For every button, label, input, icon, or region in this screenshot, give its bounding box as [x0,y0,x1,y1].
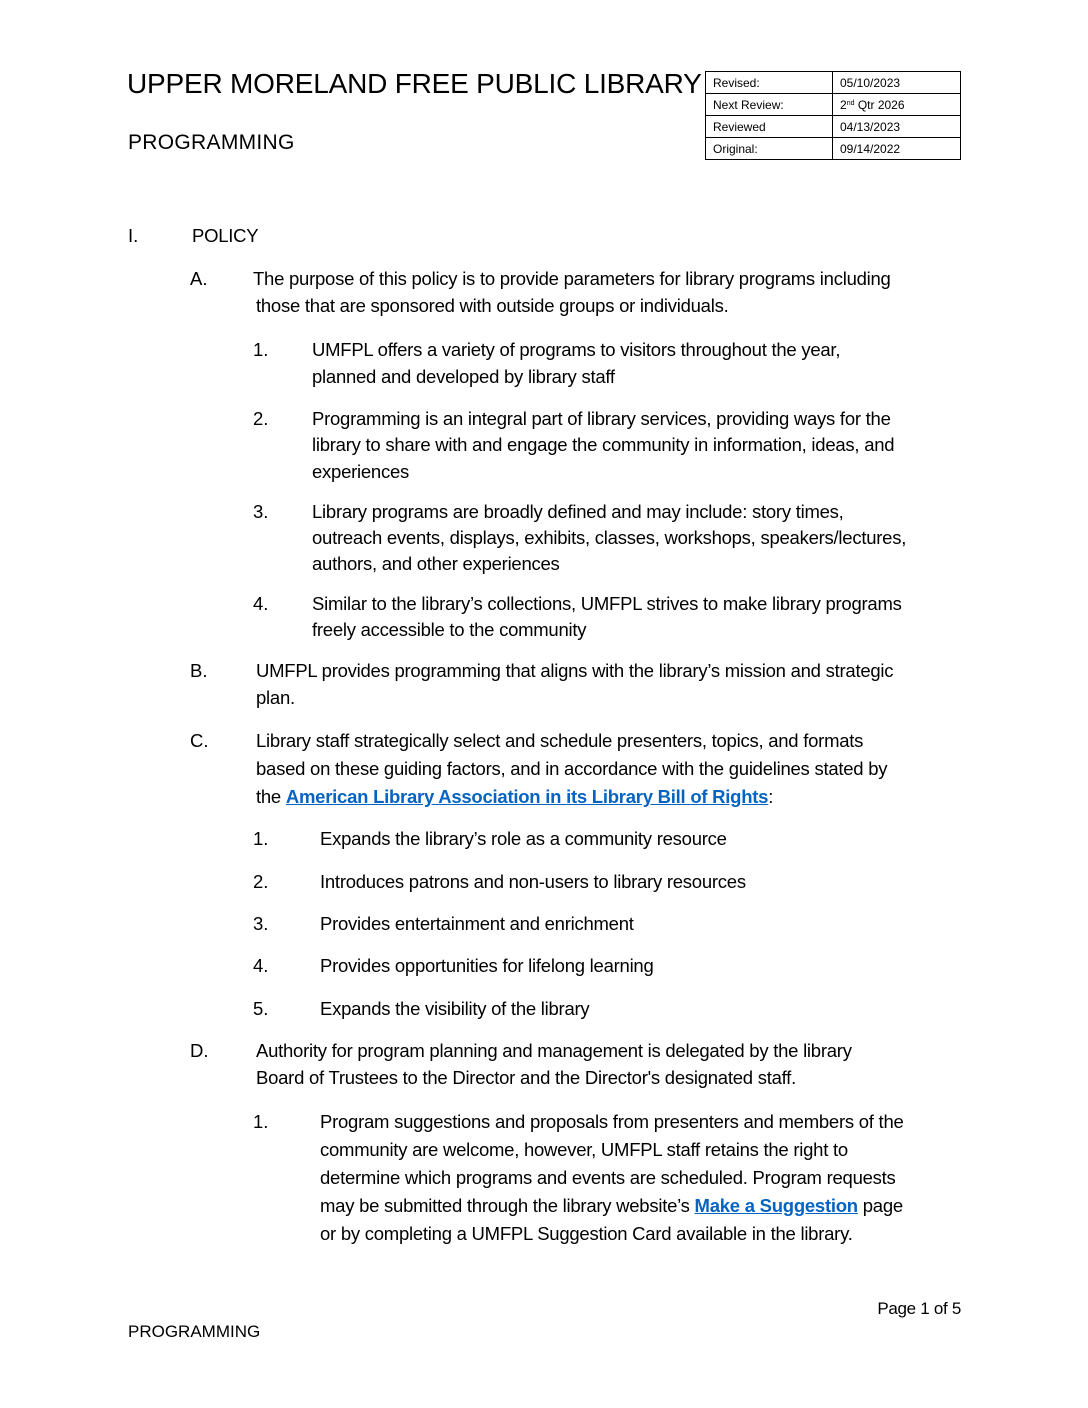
item-c-line3 [256,783,773,810]
list-number: 2. [253,408,269,429]
revision-label: Reviewed [706,116,833,138]
item-b-line2: plan. [256,687,295,708]
list-text: Provides opportunities for lifelong learning [320,955,654,976]
next-review-suffix: Qtr 2026 [854,97,905,112]
item-c-line3-suffix: : [768,786,774,807]
revision-row [706,94,961,116]
policy-title: PROGRAMMING [128,131,295,154]
page-number: Page 1 of 5 [877,1299,961,1318]
list-text: Programming is an integral part of library services, providing ways for the [312,408,891,429]
list-text: Library programs are broadly defined and may include: story times, [312,501,844,522]
list-number: 1. [253,828,269,849]
organization-title: UPPER MORELAND FREE PUBLIC LIBRARY [127,68,702,99]
list-number: 1. [253,1111,269,1132]
list-text: experiences [312,461,410,482]
list-number: 5. [253,998,269,1019]
list-number: 2. [253,871,269,892]
list-text: outreach events, displays, exhibits, classes, workshops, speakers/lectures, [312,527,907,548]
item-c-line2: based on these guiding factors, and in accordance with the guidelines stated by [256,758,888,779]
list-text: Expands the visibility of the library [320,998,590,1019]
list-text: Expands the library’s role as a community resource [320,828,727,849]
revision-value: 05/10/2023 [833,72,961,94]
list-number: 4. [253,955,269,976]
item-d-line1: Authority for program planning and management is delegated by the library [256,1040,852,1061]
next-review-number: 2 [840,97,847,112]
item-d-line2: Board of Trustees to the Director and the Director's designated staff. [256,1067,796,1088]
revision-table [705,71,961,160]
item-b-line1: UMFPL provides programming that aligns with the library’s mission and strategic [256,660,894,681]
list-text: authors, and other experiences [312,553,560,574]
list-text: planned and developed by library staff [312,366,615,387]
list-text: Similar to the library’s collections, UMFPL strives to make library programs [312,593,902,614]
next-review-ordinal: nd [846,99,855,107]
revision-row [706,138,961,160]
section-title: POLICY [192,225,259,246]
item-a-line1: The purpose of this policy is to provide parameters for library programs including [253,268,891,289]
list-number: 4. [253,593,269,614]
list-text: Introduces patrons and non-users to library resources [320,871,746,892]
list-text: UMFPL offers a variety of programs to visitors throughout the year, [312,339,841,360]
revision-value: 04/13/2023 [833,116,961,138]
list-text: determine which programs and events are scheduled. Program requests [320,1167,896,1188]
list-text: community are welcome, however, UMFPL staff retains the right to [320,1139,848,1160]
list-number: 3. [253,913,269,934]
item-a-label: A. [190,268,208,289]
revision-label: Original: [706,138,833,160]
footer-title: PROGRAMMING [128,1322,261,1341]
item-c-label: C. [190,730,209,751]
item-c-line3-prefix: the [256,786,286,807]
list-text: freely accessible to the community [312,619,587,640]
item-b-label: B. [190,660,208,681]
suggestion-line-prefix: may be submitted through the library website’s [320,1195,695,1216]
revision-label: Revised: [706,72,833,94]
item-d-label: D. [190,1040,209,1061]
revision-value [833,94,961,116]
suggestion-line-suffix: page [857,1195,903,1216]
list-text: Provides entertainment and enrichment [320,913,634,934]
list-number: 1. [253,339,269,360]
ala-bill-of-rights-link[interactable]: American Library Association in its Library Bill of Rights [285,786,769,807]
list-text: Program suggestions and proposals from presenters and members of the [320,1111,904,1132]
revision-row [706,116,961,138]
section-number: I. [128,225,139,246]
item-c-line1: Library staff strategically select and schedule presenters, topics, and formats [256,730,864,751]
list-text [320,1192,903,1219]
make-a-suggestion-link[interactable]: Make a Suggestion [694,1195,858,1216]
revision-value: 09/14/2022 [833,138,961,160]
list-number: 3. [253,501,269,522]
list-text: or by completing a UMFPL Suggestion Card available in the library. [320,1223,853,1244]
revision-label: Next Review: [706,94,833,116]
item-a-line2: those that are sponsored with outside groups or individuals. [256,295,729,316]
revision-row [706,72,961,94]
list-text: library to share with and engage the community in information, ideas, and [312,434,895,455]
